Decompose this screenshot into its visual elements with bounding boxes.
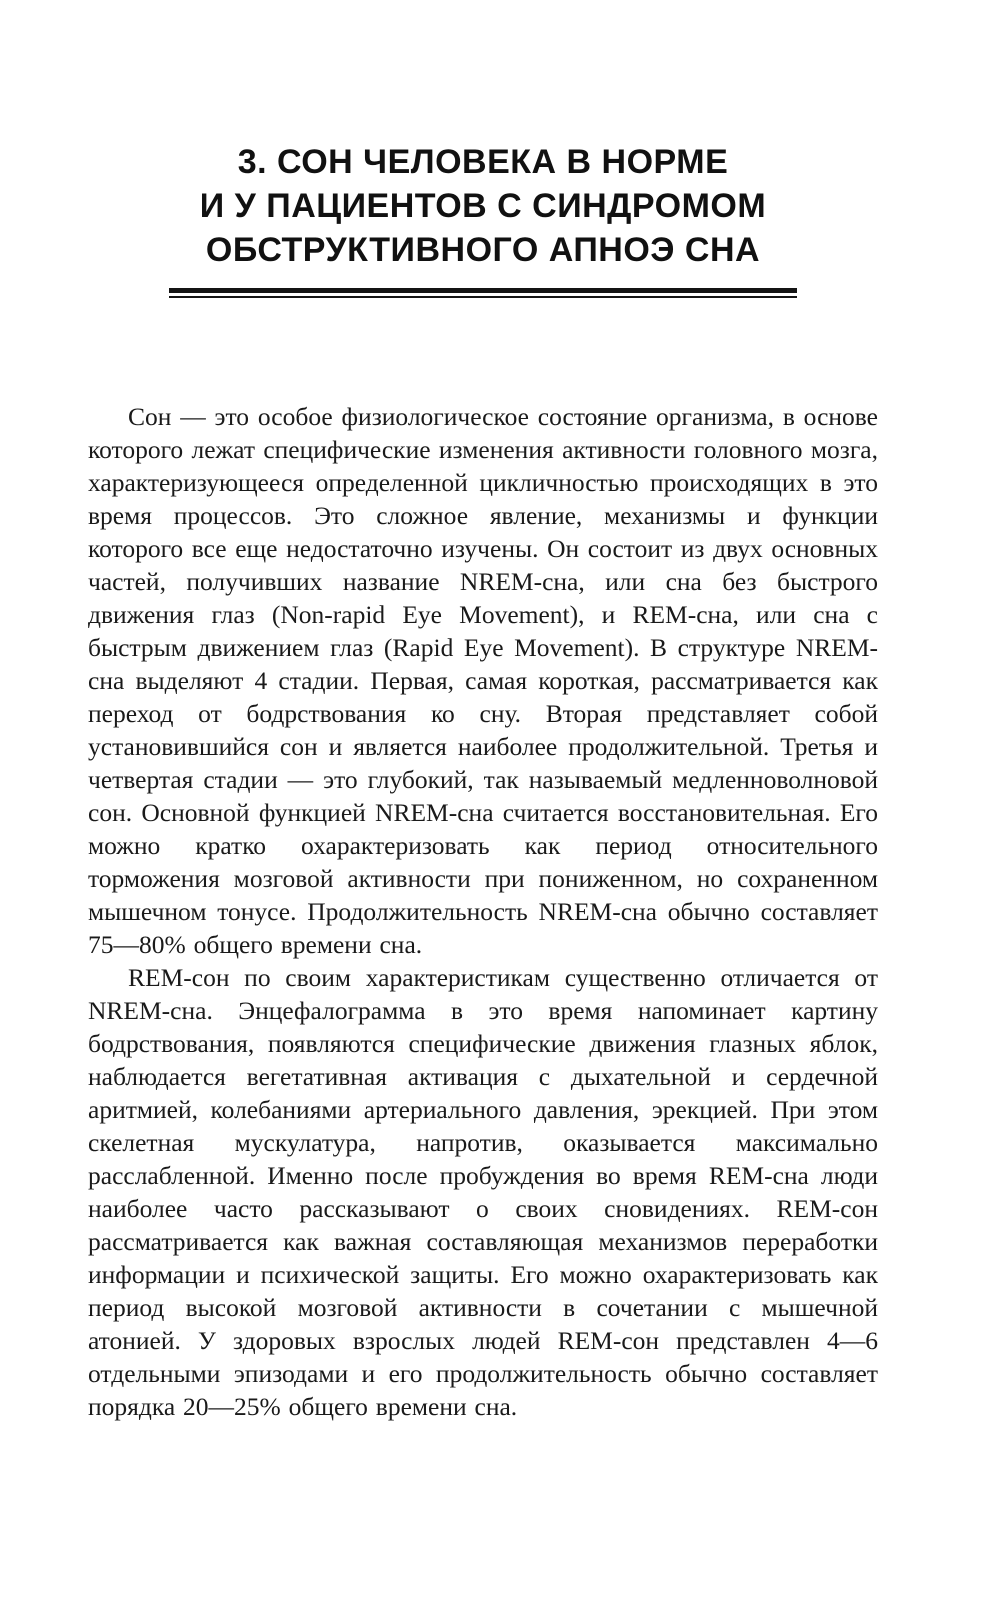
chapter-heading-line-3: ОБСТРУКТИВНОГО АПНОЭ СНА: [205, 231, 761, 269]
paragraph-rem-sleep: REM-сон по своим характеристикам существенно отличается от NREM-сна. Энцефалограмма в это время напоминает картину бодрствования, появляются специфические движения глазных яблок, наблюдается вегетативная активация с дыхательной и сердечной аритмией, колебаниями артериального давления, эрекцией. При этом скелетная мускулатура, напротив, оказывается максимально расслабленной. Именно после пробуждения во время REM-сна люди наиболее часто рассказывают о своих сновидениях. REM-сон рассматривается как важная составляющая механизмов переработки информации и психической защиты. Его можно охарактеризовать как период высокой мозговой активности в сочетании с мышечной атонией. У здоровых взрослых людей REM-сон представлен 4—6 отдельными эпизодами и его продолжительность обычно составляет порядка 20—25% общего времени сна.: [88, 963, 878, 1421]
paragraph-sleep-overview: Сон — это особое физиологическое состояние организма, в основе которого лежат специфические изменения активности головного мозга, характеризующееся определенной цикличностью происходящих в это время процессов. Это сложное явление, механизмы и функции которого все еще недостаточно изучены. Он состоит из двух основных частей, получивших название NREM-сна, или сна без быстрого движения глаз (Non-rapid Eye Movement), и REM-сна, или сна с быстрым движением глаз (Rapid Eye Movement). В структуре NREM-сна выделяют 4 стадии. Первая, самая короткая, рассматривается как переход от бодрствования ко сну. Вторая представляет собой установившийся сон и является наиболее продолжительной. Третья и четвертая стадии — это глубокий, так называемый медленноволновой сон. Основной функцией NREM-сна считается восстановительная. Его можно кратко охарактеризовать как период относительного торможения мозговой активности при пониженном, но сохраненном мышечном тонусе. Продолжительность NREM-сна обычно составляет 75—80% общего времени сна.: [88, 402, 878, 959]
chapter-heading: [88, 140, 878, 272]
chapter-heading-line-1: 3. СОН ЧЕЛОВЕКА В НОРМЕ: [237, 143, 729, 181]
heading-double-rule: [169, 288, 797, 298]
body-text: [88, 400, 878, 1423]
chapter-heading-line-2: И У ПАЦИЕНТОВ С СИНДРОМОМ: [199, 187, 767, 225]
